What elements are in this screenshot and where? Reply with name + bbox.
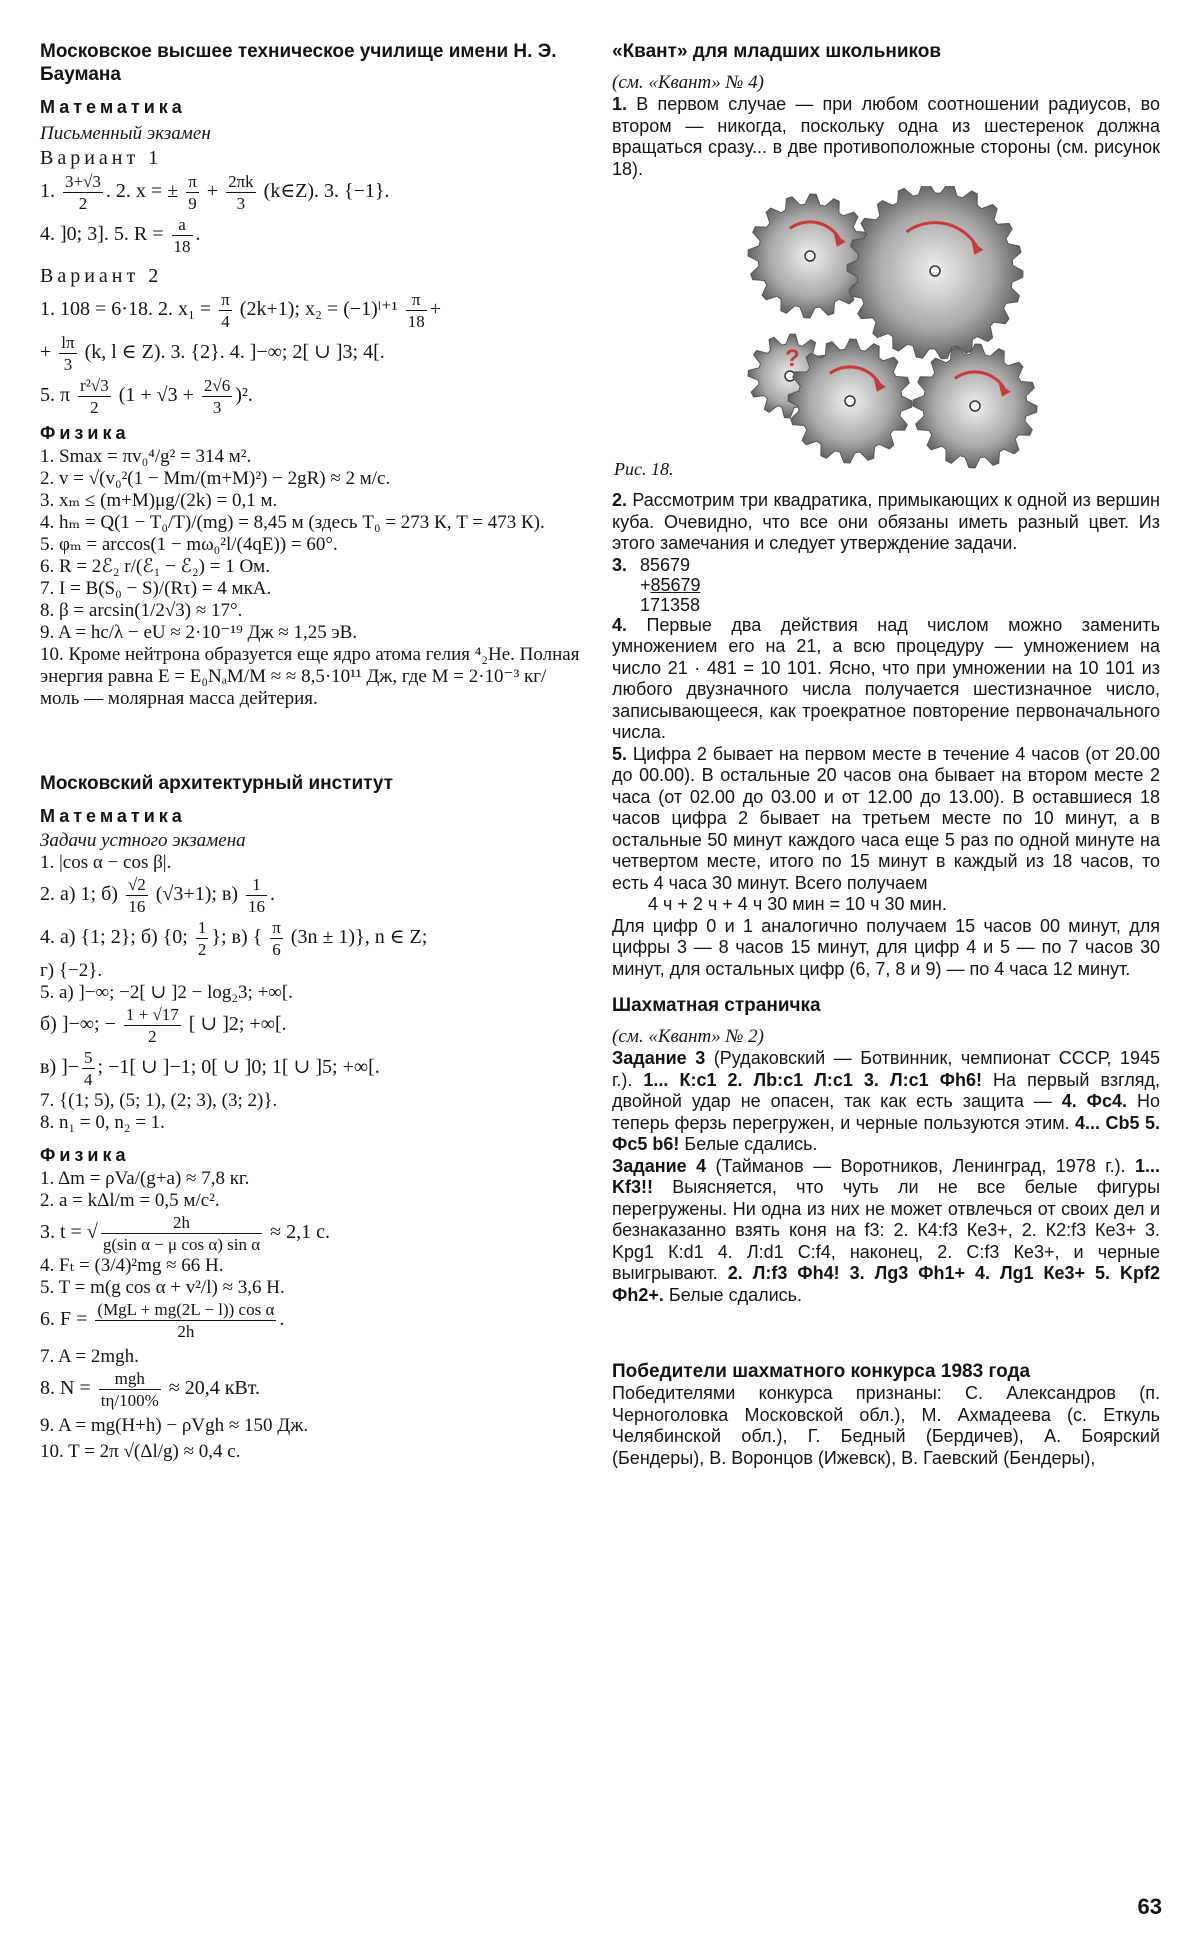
kvant-title: «Квант» для младших школьников [612, 41, 942, 62]
marhi-answer-5b: б) ]−∞; − $\frac{1 + √17}{2}$ [ ∪ ]2; +∞[. [40, 1005, 287, 1046]
chess-title: Шахматная страничка [612, 995, 821, 1016]
mvtu-physics-7: 7. I = B(S₀ − S)/(Rτ) = 4 мкА. [40, 578, 272, 599]
marhi-physics-heading: Физика [40, 1145, 130, 1165]
mvtu-physics-3: 3. xₘ ≤ (m+M)μg/(2k) = 0,1 м. [40, 490, 278, 511]
kvant-answer-1: 1. В первом случае — при любом соотношении радиусов, во втором — никогда, поскольку одна из шестеренок должна вращаться сразу... в две противоположные стороны (см. рисунок 18). [612, 94, 1160, 179]
figure-caption: Рис. 18. [614, 459, 674, 479]
marhi-physics-3: 3. t = √ $\frac{2h}{\text{g(sin α − μ cos α) sin α}}$ ≈ 2,1 с. [40, 1213, 331, 1254]
gear-hub [845, 396, 855, 406]
variant-1-heading: Вариант 1 [40, 147, 163, 169]
mvtu-exam-type: Письменный экзамен [40, 123, 211, 144]
marhi-answer-1: 1. |cos α − cos β|. [40, 852, 172, 873]
kvant-answer-2: 2. Рассмотрим три квадратика, примыкающих к одной из вершин куба. Очевидно, что все они обязаны иметь разный цвет. Из этого замечания и следует утверждение задачи. [612, 490, 1160, 553]
mvtu-physics-9: 9. A = hc/λ − eU ≈ 2·10⁻¹⁹ Дж ≈ 1,25 эВ. [40, 622, 358, 643]
variant-1-line-1: 1. $\frac{3+√3}{2}$ . 2. x = ± $\frac{\pi}{9}$ + $\frac{2\pi k}{3}$ (k∈Z). 3. {−1}. [40, 172, 390, 213]
figure-18 [612, 186, 1160, 486]
addend-2: +85679 [640, 574, 701, 595]
marhi-physics-2: 2. a = kΔl/m = 0,5 м/с². [40, 1190, 220, 1211]
gear-hub [970, 401, 980, 411]
page-number: 63 [1137, 1894, 1162, 1919]
variant-2-heading: Вариант 2 [40, 265, 163, 287]
mvtu-physics-4: 4. hₘ = Q(1 − T₀/T)/(mg) = 8,45 м (здесь T₀ = 273 К, T = 473 К). [40, 512, 545, 533]
gear-hub [930, 266, 940, 276]
marhi-physics-6: 6. F = $\frac{\text{(MgL + mg(2L − l)) cos α}}{2h}$ . [40, 1300, 285, 1341]
winners-text: Победителями конкурса признаны: С. Александров (п. Черноголовка Московской обл.), М. Ахмадеева (с. Еткуль Челябинской обл.), Г. Бедный (Бердичев), А. Боярский (Бендеры), В. Воронцов (Ижевск), В. Гаевский (Бендеры), [612, 1383, 1160, 1468]
right-column [612, 40, 1160, 1469]
marhi-answer-5a: 5. а) ]−∞; −2[ ∪ ]2 − log₂3; +∞[. [40, 982, 293, 1003]
variant-1-line-2: 4. ]0; 3]. 5. R = $\frac{a}{18}$ . [40, 215, 201, 256]
question-mark: ? [785, 345, 800, 372]
kvant-answer-5-tail: Для цифр 0 и 1 аналогично получаем 15 часов 00 минут, для цифры 3 — 8 часов 15 минут, для цифр 4 и 5 — по 7 часов 30 минут, для остальных цифр (6, 7, 8 и 9) — по 4 часа 12 минут. [612, 915, 1160, 979]
mvtu-physics-5: 5. φₘ = arccos(1 − mω₀²l/(4qE)) = 60°. [40, 534, 338, 555]
marhi-math-heading: Математика [40, 806, 186, 826]
mvtu-physics-6: 6. R = 2ℰ₂ r/(ℰ₁ − ℰ₂) = 1 Ом. [40, 556, 270, 577]
marhi-answer-7: 7. {(1; 5), (5; 1), (2; 3), (3; 2)}. [40, 1090, 278, 1111]
marhi-title: Московский архитектурный институт [40, 773, 394, 794]
marhi-physics-5: 5. T = m(g cos α + v²/l) ≈ 3,6 Н. [40, 1277, 285, 1298]
marhi-answer-8: 8. n₁ = 0, n₂ = 1. [40, 1112, 165, 1133]
marhi-answer-5c: в) ]− $\frac{5}{4}$ ; −1[ ∪ ]−1; 0[ ∪ ]0; 1[ ∪ ]5; +∞[. [40, 1048, 380, 1089]
kvant-answer-3: 3. 85679 +85679 171358 [612, 555, 1160, 615]
marhi-physics-8: 8. N = $\frac{\text{mgh}}{t\eta/100\%}$ ≈ 20,4 кВт. [40, 1369, 261, 1410]
mvtu-physics-heading: Физика [40, 423, 130, 443]
variant-2-line-3: 5. π $\frac{\text{r²√3}}{2}$ (1 + √3 + $\frac{2√6}{3}$ )². [40, 376, 253, 417]
gears-illustration [730, 186, 1040, 476]
marhi-answer-4: 4. а) {1; 2}; б) {0; $\frac{1}{2}$ }; в) { $\frac{\pi}{6}$ (3n ± 1)}, n ∈ Z; [40, 918, 428, 959]
mvtu-title: Московское высшее техническое училище имени Н. Э. Баумана [40, 41, 557, 85]
variant-2-line-2: + $\frac{l\pi}{3}$ (k, l ∈ Z). 3. {2}. 4. ]−∞; 2[ ∪ ]3; 4[. [40, 333, 385, 374]
variant-2-line-1: 1. 108 = 6·18. 2. x₁ = $\frac{\pi}{4}$ (2k+1); x₂ = (−1)ˡ⁺¹ $\frac{\pi}{18}$ + [40, 290, 441, 331]
marhi-answer-2: 2. а) 1; б) $\frac{√2}{16}$ (√3+1); в) $\frac{1}{16}$ . [40, 875, 276, 916]
mvtu-physics-10: 10. Кроме нейтрона образуется еще ядро атома гелия ⁴₂He. Полная энергия равна E = E₀NₐM/M ≈ ≈ 8,5·10¹¹ Дж, где M = 2·10⁻³ кг/моль — молярная масса дейтерия. [40, 644, 580, 709]
chess-task-3: Задание 3 (Рудаковский — Ботвинник, чемпионат СССР, 1945 г.). 1... К:c1 2. Лb:c1 Л:c1 3. Л:c1 Фh6! На первый взгляд, двойной удар не опасен, так как есть защита — 4. Фc4. Но теперь ферзь перегружен, и черные пользуются этим. 4... Сb5 5. Фc5 b6! Белые сдались. [612, 1048, 1160, 1154]
marhi-physics-7: 7. A = 2mgh. [40, 1346, 139, 1367]
kvant-answer-5: 5. Цифра 2 бывает на первом месте в течение 4 часов (от 20.00 до 00.00). В остальные 20 часов она бывает на втором месте 2 часа (от 02.00 до 03.00 и от 12.00 до 13.00). В оставшиеся 18 часов цифра 2 бывает на третьем месте по 10 минут, а в остальные 50 минут каждого часа еще 5 раз по одной минуте на четвертом месте, итого по 15 минут в каждый из 18 часов, то есть 4 часа 30 минут. Всего получаем [612, 743, 1160, 893]
left-column [40, 40, 585, 1463]
chess-ref: (см. «Квант» № 2) [612, 1026, 765, 1047]
mvtu-physics-2: 2. v = √(v₀²(1 − Mm/(m+M)²) − 2gR) ≈ 2 м/с. [40, 468, 391, 489]
chess-task-4: Задание 4 (Тайманов — Воротников, Ленинград, 1978 г.). 1... Kf3!! Выясняется, что чуть ли не все белые фигуры перегружены. Ни одна из них не может отвлечься от своих дел и безнаказанно взять коня на f3: 2. К4:f3 Ке3+, 2. К2:f3 Ке3+ 3. Kpg1 К:d1 4. Л:d1 С:f4, наконец, 2. С:f3 Ке3+, и черные выигрывают. 2. Л:f3 Фh4! 3. Лg3 Фh1+ 4. Лg1 Ке3+ 5. Kpf2 Фh2+. Белые сдались. [612, 1155, 1160, 1305]
kvant-answer-4: 4. Первые два действия над числом можно заменить умножением его на 21, а всю процедуру — умножением на число 21 · 481 = 10 101. Ясно, что при умножении на 10 101 из любого двузначного числа получается шестизначное число, записывающееся, как троекратное повторение первоначального числа. [612, 614, 1160, 742]
kvant-ref: (см. «Квант» № 4) [612, 72, 765, 93]
marhi-physics-10: 10. T = 2π √(Δl/g) ≈ 0,4 с. [40, 1441, 241, 1462]
winners-title: Победители шахматного конкурса 1983 года [612, 1361, 1031, 1382]
marhi-physics-1: 1. Δm = ρVa/(g+a) ≈ 7,8 кг. [40, 1168, 250, 1189]
kvant-answer-5-sum: 4 ч + 2 ч + 4 ч 30 мин = 10 ч 30 мин. [648, 894, 947, 914]
marhi-exam-type: Задачи устного экзамена [40, 830, 246, 851]
marhi-answer-4g: г) {−2}. [40, 960, 103, 981]
marhi-physics-4: 4. Fₜ = (3/4)²mg ≈ 66 Н. [40, 1255, 224, 1276]
mvtu-math-heading: Математика [40, 97, 186, 117]
mvtu-physics-8: 8. β = arcsin(1/2√3) ≈ 17°. [40, 600, 243, 621]
marhi-physics-9: 9. A = mg(H+h) − ρVgh ≈ 150 Дж. [40, 1415, 309, 1436]
mvtu-physics-1: 1. Smax = πv₀⁴/g² = 314 м². [40, 446, 252, 467]
gear-hub [805, 251, 815, 261]
